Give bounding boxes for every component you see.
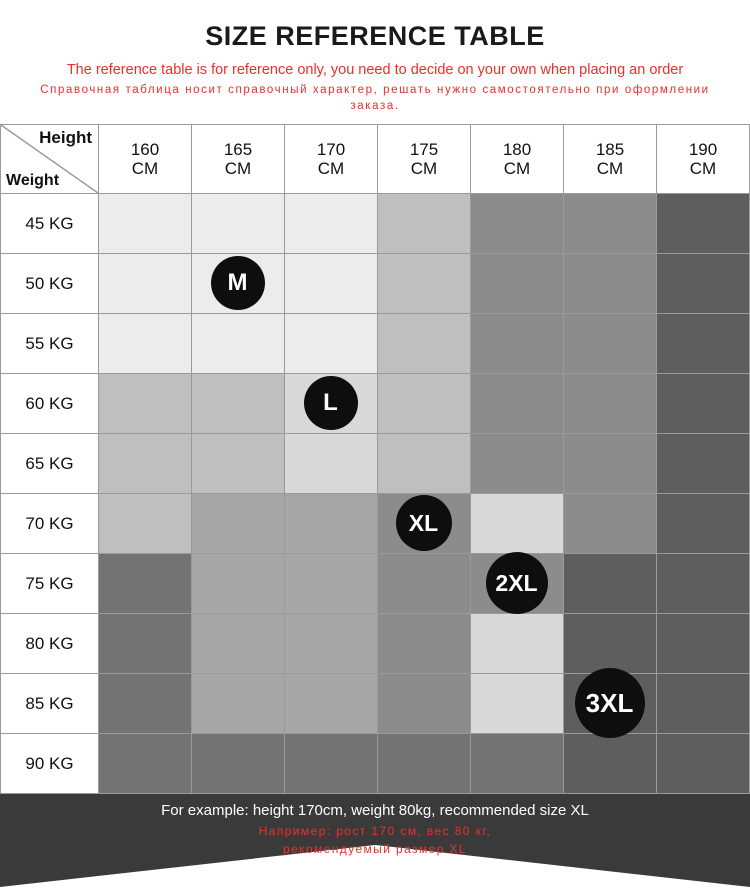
- heatmap-cell: [285, 194, 378, 254]
- heatmap-cell: [99, 554, 192, 614]
- heatmap-cell: [192, 614, 285, 674]
- size-table-container: [0, 124, 750, 794]
- heatmap-cell: [192, 374, 285, 434]
- column-header-height: [192, 125, 285, 194]
- heatmap-cell: [285, 434, 378, 494]
- heatmap-cell: [564, 614, 657, 674]
- row-header-weight: 80 KG: [1, 614, 99, 674]
- heatmap-cell: [99, 494, 192, 554]
- weight-axis-label: Weight: [6, 172, 60, 190]
- row-header-weight: 65 KG: [1, 434, 99, 494]
- table-row: [1, 494, 750, 554]
- heatmap-cell: [378, 194, 471, 254]
- table-row: [1, 674, 750, 734]
- heatmap-cell: [285, 374, 378, 434]
- heatmap-cell: [285, 614, 378, 674]
- heatmap-cell: [471, 734, 564, 794]
- heatmap-cell: [657, 434, 750, 494]
- column-header-value: 185: [595, 140, 625, 160]
- size-heatmap-table: [0, 124, 750, 794]
- row-header-weight: 90 KG: [1, 734, 99, 794]
- row-header-weight: 60 KG: [1, 374, 99, 434]
- column-header-value: 165: [223, 140, 253, 160]
- size-badge-2xl: 2XL: [486, 552, 548, 614]
- heatmap-cell: [192, 434, 285, 494]
- heatmap-cell: [657, 674, 750, 734]
- heatmap-cell: [285, 314, 378, 374]
- table-row: [1, 194, 750, 254]
- heatmap-cell: [657, 314, 750, 374]
- heatmap-cell: [564, 314, 657, 374]
- heatmap-cell: [285, 674, 378, 734]
- column-header-height: [564, 125, 657, 194]
- heatmap-cell: [564, 494, 657, 554]
- column-header-value: 190: [688, 140, 718, 160]
- table-row: [1, 554, 750, 614]
- header-row: [1, 125, 750, 194]
- column-header-unit: CM: [410, 159, 438, 179]
- heatmap-cell: [657, 374, 750, 434]
- heatmap-cell: [192, 734, 285, 794]
- table-row: [1, 614, 750, 674]
- heatmap-cell: [285, 254, 378, 314]
- heatmap-cell: [99, 194, 192, 254]
- heatmap-cell: [657, 494, 750, 554]
- heatmap-cell: [99, 374, 192, 434]
- table-row: [1, 434, 750, 494]
- heatmap-cell: [471, 674, 564, 734]
- column-header-unit: CM: [224, 159, 252, 179]
- heatmap-cell: [285, 554, 378, 614]
- heatmap-cell: [192, 254, 285, 314]
- page-title: SIZE REFERENCE TABLE: [205, 21, 545, 51]
- heatmap-cell: [657, 734, 750, 794]
- row-header-weight: 50 KG: [1, 254, 99, 314]
- heatmap-cell: [564, 194, 657, 254]
- column-header-unit: CM: [689, 159, 717, 179]
- size-badge-l: L: [304, 376, 358, 430]
- table-body: [1, 194, 750, 794]
- column-header-height: [378, 125, 471, 194]
- heatmap-cell: [192, 314, 285, 374]
- row-header-weight: 45 KG: [1, 194, 99, 254]
- heatmap-cell: [378, 374, 471, 434]
- footer-example-russian-line1: Например: рост 170 см, вес 80 кг,: [258, 824, 492, 839]
- column-header-value: 160: [130, 140, 160, 160]
- heatmap-cell: [99, 314, 192, 374]
- heatmap-cell: [471, 194, 564, 254]
- column-header-value: 180: [502, 140, 532, 160]
- heatmap-cell: [378, 734, 471, 794]
- heatmap-cell: [564, 434, 657, 494]
- heatmap-cell: [99, 434, 192, 494]
- heatmap-cell: [99, 734, 192, 794]
- heatmap-cell: [657, 614, 750, 674]
- column-header-unit: CM: [131, 159, 159, 179]
- heatmap-cell: [471, 614, 564, 674]
- heatmap-cell: [564, 554, 657, 614]
- column-header-value: 170: [316, 140, 346, 160]
- corner-header-cell: [1, 125, 99, 194]
- heatmap-cell: [564, 734, 657, 794]
- row-header-weight: 55 KG: [1, 314, 99, 374]
- table-row: [1, 314, 750, 374]
- heatmap-cell: [471, 494, 564, 554]
- subtitle-english: The reference table is for reference only, you need to decide on your own when placing an order: [66, 61, 684, 78]
- size-badge-m: M: [211, 256, 265, 310]
- column-header-height: [99, 125, 192, 194]
- heatmap-cell: [657, 194, 750, 254]
- subtitle-russian: Справочная таблица носит справочный характер, решать нужно самостоятельно при оформлении заказа.: [40, 84, 710, 112]
- column-header-unit: CM: [317, 159, 345, 179]
- heatmap-cell: [378, 494, 471, 554]
- heatmap-cell: [99, 674, 192, 734]
- heatmap-cell: [657, 254, 750, 314]
- heatmap-cell: [471, 374, 564, 434]
- heatmap-cell: [192, 554, 285, 614]
- heatmap-cell: [378, 434, 471, 494]
- heatmap-cell: [378, 674, 471, 734]
- heatmap-cell: [192, 494, 285, 554]
- heatmap-cell: [471, 314, 564, 374]
- footer-example-russian-line2: рекомендуемый размер XL: [283, 841, 467, 856]
- heatmap-cell: [99, 254, 192, 314]
- heatmap-cell: [99, 614, 192, 674]
- column-header-height: [285, 125, 378, 194]
- heatmap-cell: [285, 494, 378, 554]
- column-header-unit: CM: [503, 159, 531, 179]
- size-badge-3xl: 3XL: [575, 668, 645, 738]
- heatmap-cell: [657, 554, 750, 614]
- row-header-weight: 70 KG: [1, 494, 99, 554]
- heatmap-cell: [564, 374, 657, 434]
- heatmap-cell: [192, 674, 285, 734]
- table-row: [1, 374, 750, 434]
- table-row: [1, 254, 750, 314]
- heatmap-cell: [471, 254, 564, 314]
- heatmap-cell: [378, 614, 471, 674]
- heatmap-cell: [564, 254, 657, 314]
- heatmap-cell: [192, 194, 285, 254]
- column-header-height: [471, 125, 564, 194]
- heatmap-cell: [378, 254, 471, 314]
- heatmap-cell: [564, 674, 657, 734]
- table-head: [1, 125, 750, 194]
- column-header-unit: CM: [596, 159, 624, 179]
- row-header-weight: 85 KG: [1, 674, 99, 734]
- heatmap-cell: [471, 554, 564, 614]
- height-axis-label: Height: [39, 128, 92, 148]
- column-header-value: 175: [409, 140, 439, 160]
- size-badge-xl: XL: [396, 495, 452, 551]
- heatmap-cell: [378, 554, 471, 614]
- heatmap-cell: [378, 314, 471, 374]
- footer-example-english: For example: height 170cm, weight 80kg, recommended size XL: [161, 802, 589, 820]
- table-row: [1, 734, 750, 794]
- heatmap-cell: [471, 434, 564, 494]
- heatmap-cell: [285, 734, 378, 794]
- column-header-height: [657, 125, 750, 194]
- row-header-weight: 75 KG: [1, 554, 99, 614]
- footer-note: [0, 794, 750, 887]
